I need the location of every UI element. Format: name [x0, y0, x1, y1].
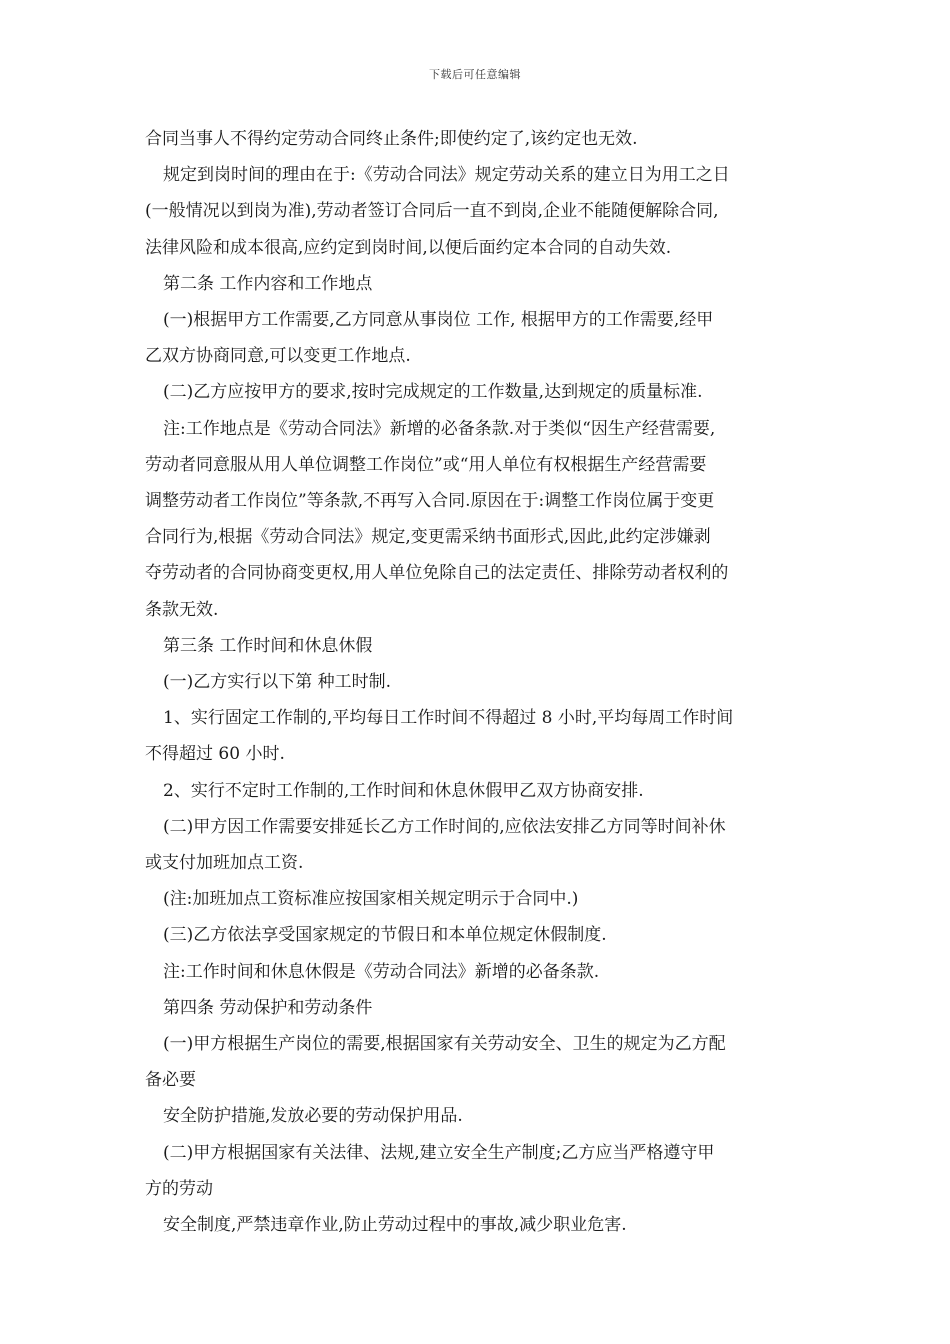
- section-heading: 第三条 工作时间和休息休假: [163, 635, 373, 656]
- document-body: [145, 121, 809, 1243]
- text-line: 乙双方协商同意,可以变更工作地点.: [145, 346, 411, 367]
- note-line: 注:工作时间和休息休假是《劳动合同法》新增的必备条款.: [163, 961, 600, 982]
- note-line: (注:加班加点工资标准应按国家相关规定明示于合同中.): [163, 889, 579, 910]
- text-line: 不得超过 60 小时.: [145, 744, 285, 765]
- text-line: (一)甲方根据生产岗位的需要,根据国家有关劳动安全、卫生的规定为乙方配: [163, 1034, 726, 1055]
- text-line: (二)甲方因工作需要安排延长乙方工作时间的,应依法安排乙方同等时间补休: [163, 816, 726, 837]
- text-line: 夺劳动者的合同协商变更权,用人单位免除自己的法定责任、排除劳动者权利的: [145, 563, 729, 584]
- text-line: 法律风险和成本很高,应约定到岗时间,以便后面约定本合同的自动失效.: [145, 237, 672, 258]
- text-line: (一般情况以到岗为准),劳动者签订合同后一直不到岗,企业不能随便解除合同,: [145, 201, 719, 222]
- section-heading: 第二条 工作内容和工作地点: [163, 273, 373, 294]
- text-line: 或支付加班加点工资.: [145, 853, 304, 874]
- text-line: 2、实行不定时工作制的,工作时间和休息休假甲乙双方协商安排.: [163, 780, 644, 801]
- text-line: 劳动者同意服从用人单位调整工作岗位”或“用人单位有权根据生产经营需要: [145, 454, 707, 475]
- text-line: 1、实行固定工作制的,平均每日工作时间不得超过 8 小时,平均每周工作时间: [163, 708, 734, 729]
- section-heading: 第四条 劳动保护和劳动条件: [163, 997, 373, 1018]
- text-line: (一)根据甲方工作需要,乙方同意从事岗位 工作, 根据甲方的工作需要,经甲: [163, 310, 714, 331]
- text-line: 规定到岗时间的理由在于:《劳动合同法》规定劳动关系的建立日为用工之日: [163, 165, 730, 186]
- page-header: 下载后可任意编辑: [429, 68, 521, 81]
- text-line: 安全防护措施,发放必要的劳动保护用品.: [163, 1106, 463, 1127]
- text-line: 条款无效.: [145, 599, 219, 620]
- text-line: 合同行为,根据《劳动合同法》规定,变更需采纳书面形式,因此,此约定涉嫌剥: [145, 527, 711, 548]
- note-line: 注:工作地点是《劳动合同法》新增的必备条款.对于类似“因生产经营需要,: [163, 418, 716, 439]
- text-line: (一)乙方实行以下第 种工时制.: [163, 672, 392, 693]
- text-line: 备必要: [145, 1070, 196, 1091]
- text-line: 安全制度,严禁违章作业,防止劳动过程中的事故,减少职业危害.: [163, 1215, 627, 1236]
- text-line: (二)甲方根据国家有关法律、法规,建立安全生产制度;乙方应当严格遵守甲: [163, 1142, 715, 1163]
- text-line: 合同当事人不得约定劳动合同终止条件;即使约定了,该约定也无效.: [145, 129, 638, 149]
- text-line: (三)乙方依法享受国家规定的节假日和本单位规定休假制度.: [163, 925, 607, 946]
- text-line: 调整劳动者工作岗位”等条款,不再写入合同.原因在于:调整工作岗位属于变更: [145, 491, 715, 512]
- text-line: 方的劳动: [145, 1178, 213, 1199]
- text-line: (二)乙方应按甲方的要求,按时完成规定的工作数量,达到规定的质量标准.: [163, 382, 703, 403]
